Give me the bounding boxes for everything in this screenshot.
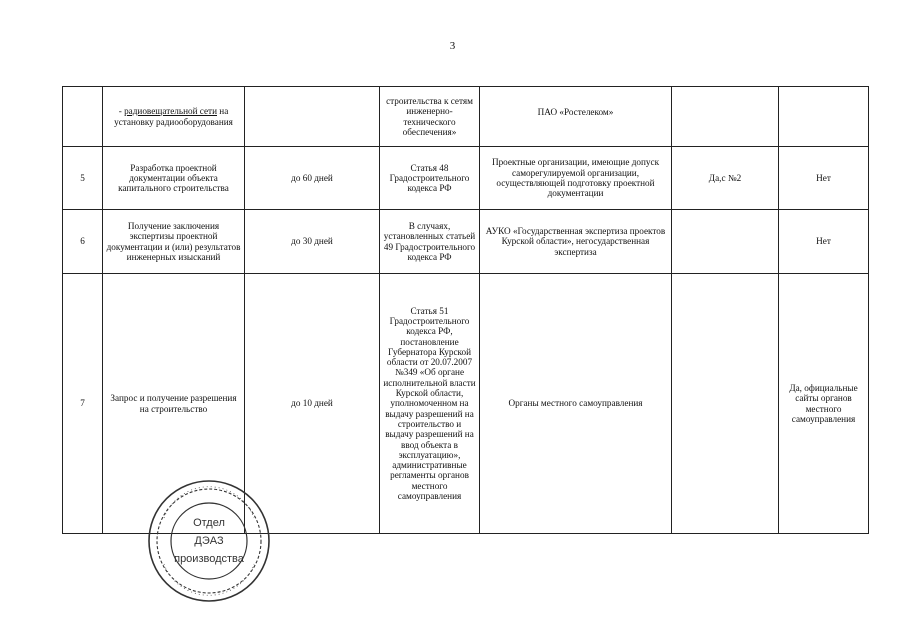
page-number: 3 (449, 40, 456, 52)
legal-basis-cell: строительства к сетям инженерно-технического обеспечения» (380, 87, 480, 147)
stamp-ring-lettering (164, 564, 254, 595)
procedure-underlined: радиовещательной сети (124, 106, 217, 117)
online-cell: Да, официальные сайты органов местного самоуправления (779, 274, 869, 534)
procedure-cell: Запрос и получение разрешения на строительство (103, 274, 245, 534)
legal-basis-cell: Статья 48 Градостроительного кодекса РФ (380, 147, 480, 210)
legal-basis-cell: В случаях, установленных статьей 49 Градостроительного кодекса РФ (380, 210, 480, 274)
authority-cell: ПАО «Ростелеком» (480, 87, 672, 147)
procedure-prefix: - (118, 106, 125, 117)
online-cell: Нет (779, 210, 869, 274)
term-cell: до 30 дней (245, 210, 380, 274)
procedure-cell (103, 87, 245, 147)
row-number-cell: 6 (63, 210, 103, 274)
term-cell: до 10 дней (245, 274, 380, 534)
sample-cell (672, 87, 779, 147)
online-cell (779, 87, 869, 147)
procedure-rest: на установку радиооборудования (114, 106, 233, 127)
procedure-cell: Разработка проектной документации объекта капитального строительства (103, 147, 245, 210)
official-stamp (146, 478, 272, 604)
online-cell: Нет (779, 147, 869, 210)
row-number-cell (63, 87, 103, 147)
row-number-cell: 7 (63, 274, 103, 534)
term-cell (245, 87, 380, 147)
legal-basis-cell: Статья 51 Градостроительного кодекса РФ, постановление Губернатора Курской области от 20.07.2007 №349 «Об органе исполнительной власти Курской области, уполномоченном на выдачу разрешений на строительство и выдачу разрешений на ввод объекта в эксплуатацию», административные регламенты органов местного самоуправления (380, 274, 480, 534)
stamp-ring-lettering (164, 487, 254, 518)
stamp-line: ДЭАЗ (194, 535, 224, 547)
stamp-line: Отдел (193, 517, 225, 529)
procedure-cell: Получение заключения экспертизы проектной документации и (или) результатов инженерных изысканий (103, 210, 245, 274)
authority-cell: Проектные организации, имеющие допуск саморегулируемой организации, осуществляющей подготовку проектной документации (480, 147, 672, 210)
sample-cell (672, 210, 779, 274)
table-row (63, 87, 869, 147)
term-cell: до 60 дней (245, 147, 380, 210)
table-row (63, 147, 869, 210)
authority-cell: АУКО «Государственная экспертиза проектов Курской области», негосударственная экспертиза (480, 210, 672, 274)
table-row (63, 210, 869, 274)
sample-cell (672, 274, 779, 534)
registry-table (62, 86, 869, 534)
sample-cell: Да,с №2 (672, 147, 779, 210)
authority-cell: Органы местного самоуправления (480, 274, 672, 534)
stamp-line: производства (174, 553, 244, 565)
row-number-cell: 5 (63, 147, 103, 210)
